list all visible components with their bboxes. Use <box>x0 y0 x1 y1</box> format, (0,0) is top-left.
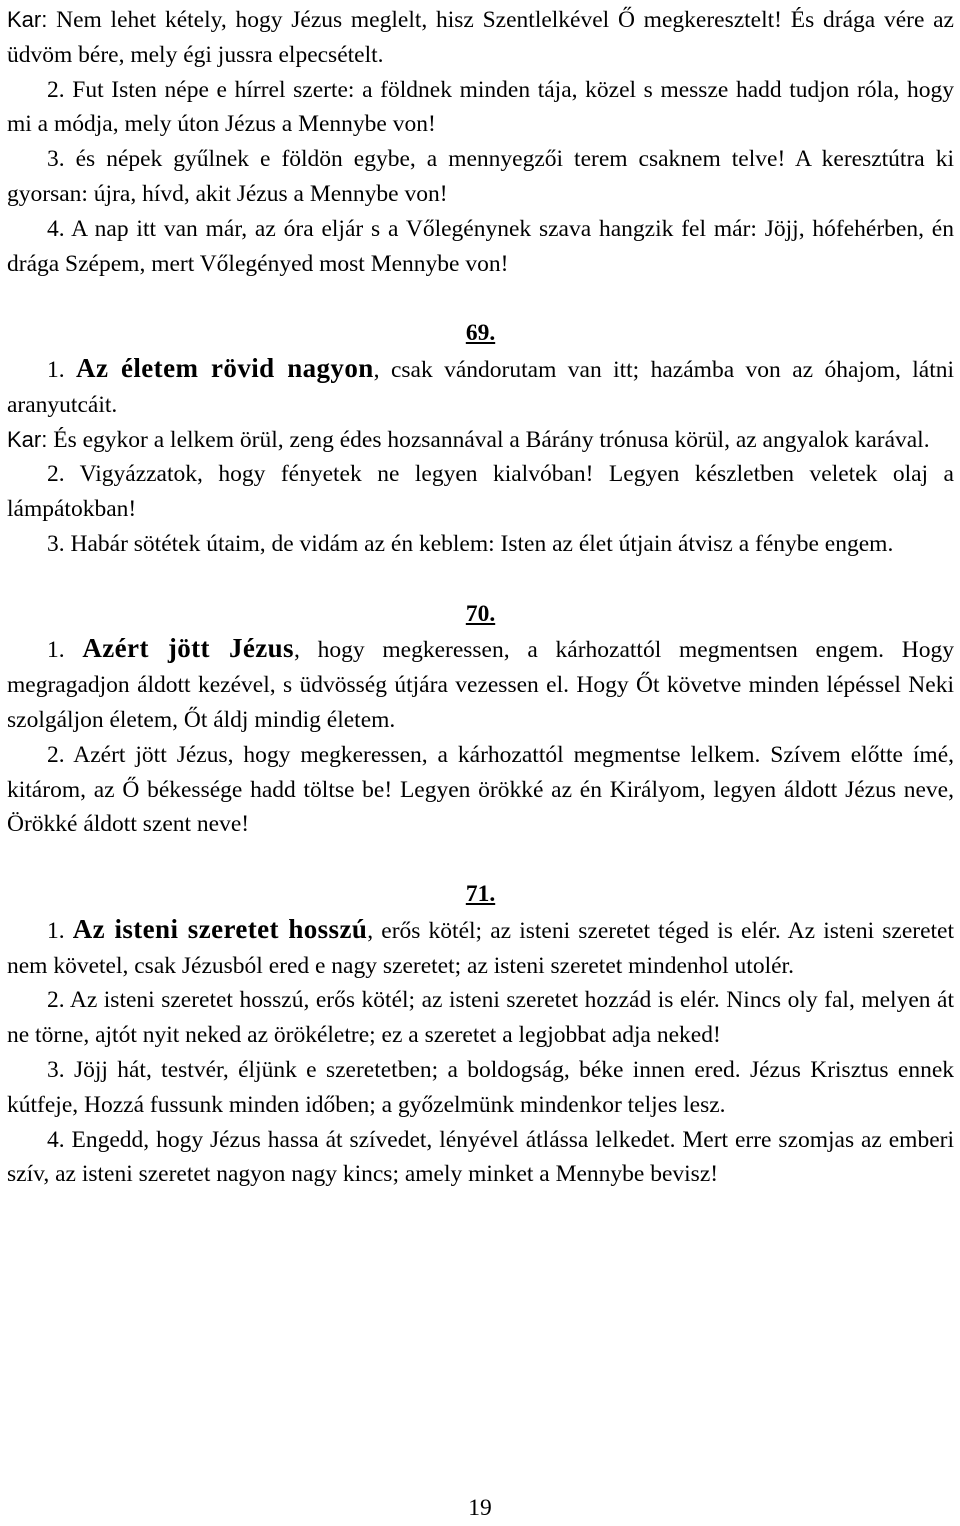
hymn-number: 69. <box>465 320 496 347</box>
verse: 3. Jöjj hát, testvér, éljünk e szeretetben; a boldogság, béke innen ered. Jézus Krisztus ennek kútfeje, Hozzá fussunk minden időben; a győzelmünk mindenkor teljes lesz. <box>7 1056 954 1118</box>
verse-number: 1. <box>47 637 83 664</box>
verse: 3. Habár sötétek útaim, de vidám az én keblem: Isten az élet útjain átvisz a fénybe engem. <box>47 530 894 557</box>
verse-text: , hogy megkeressen, a kárhozattól megmentsen engem. Hogy megragadjon áldott kezével, s üdvösség útjára vezessen el. Hogy Őt követve minden lépéssel Neki szolgáljon életem, Őt áldj mindig életem. <box>7 637 955 733</box>
verse: 4. Engedd, hogy Jézus hassa át szívedet, lényével átlássa lelkedet. Mert erre szomjas az emberi szív, az isteni szeretet nagyon nagy kincs; amely minket a Mennybe bevisz! <box>7 1126 954 1188</box>
verse: 2. Fut Isten népe e hírrel szerte: a földnek minden tája, közel s messze hadd tudjon róla, hogy mi a módja, mely úton Jézus a Mennybe von! <box>7 76 954 138</box>
hymn-incipit: Az életem rövid nagyon <box>76 352 374 383</box>
hymn-number: 71. <box>465 880 496 907</box>
verse: 2. Vigyázzatok, hogy fényetek ne legyen kialvóban! Legyen készletben veletek olaj a lámpátokban! <box>7 461 954 523</box>
hymn-incipit: Az isteni szeretet hosszú <box>72 913 368 944</box>
refrain-label: Kar: <box>7 7 48 32</box>
hymn-number: 70. <box>465 600 496 627</box>
refrain-text: És egykor a lelkem örül, zeng édes hozsannával a Bárány trónusa körül, az angyalok karával. <box>47 426 930 453</box>
refrain <box>7 3 954 73</box>
verse <box>7 912 954 984</box>
refrain-label: Kar: <box>7 426 48 452</box>
verse: 2. Az isteni szeretet hosszú, erős kötél; az isteni szeretet hozzád is elér. Nincs oly fal, melyen át ne törne, ajtót nyit neked az örökéletre; ez a szeretet a legjobbat adja neked! <box>7 987 954 1049</box>
verse: 2. Azért jött Jézus, hogy megkeressen, a kárhozattól megmentse lelkem. Szívem előtte ímé, kitárom, az Ő békessége hadd töltse be! Legyen örökké az én Királyom, legyen áldott Jézus neve, Örökké áldott szent neve! <box>7 741 954 838</box>
verse: 4. A nap itt van már, az óra eljár s a Vőlegénynek szava hangzik fel már: Jöjj, hófehérben, én drága Szépem, mert Vőlegényed most Mennybe von! <box>7 215 954 277</box>
page-number: 19 <box>468 1495 492 1521</box>
refrain <box>7 423 954 458</box>
verse <box>7 631 954 737</box>
verse-text: , csak vándorutam van itt; hazámba von az óhajom, látni aranyutcáit. <box>7 356 954 418</box>
verse-number: 1. <box>47 917 73 944</box>
verse-number: 1. <box>47 356 77 383</box>
refrain-text: Nem lehet kétely, hogy Jézus meglelt, hisz Szentlelkével Ő megkeresztelt! És drága vére az üdvöm bére, mely égi jussra elpecsételt. <box>7 7 954 68</box>
verse <box>7 351 954 423</box>
hymn-incipit: Azért jött Jézus <box>82 633 294 664</box>
verse: 3. és népek gyűlnek e földön egybe, a mennyegzői terem csaknem telve! A keresztútra ki gyorsan: újra, hívd, akit Jézus a Mennybe von! <box>7 146 954 207</box>
verse-text: , erős kötél; az isteni szeretet téged is elér. Az isteni szeretet nem követel, csak Jézusból ered e nagy szeretet; az isteni szeretet mindenhol utolér. <box>7 917 954 979</box>
document-page <box>7 3 954 1192</box>
